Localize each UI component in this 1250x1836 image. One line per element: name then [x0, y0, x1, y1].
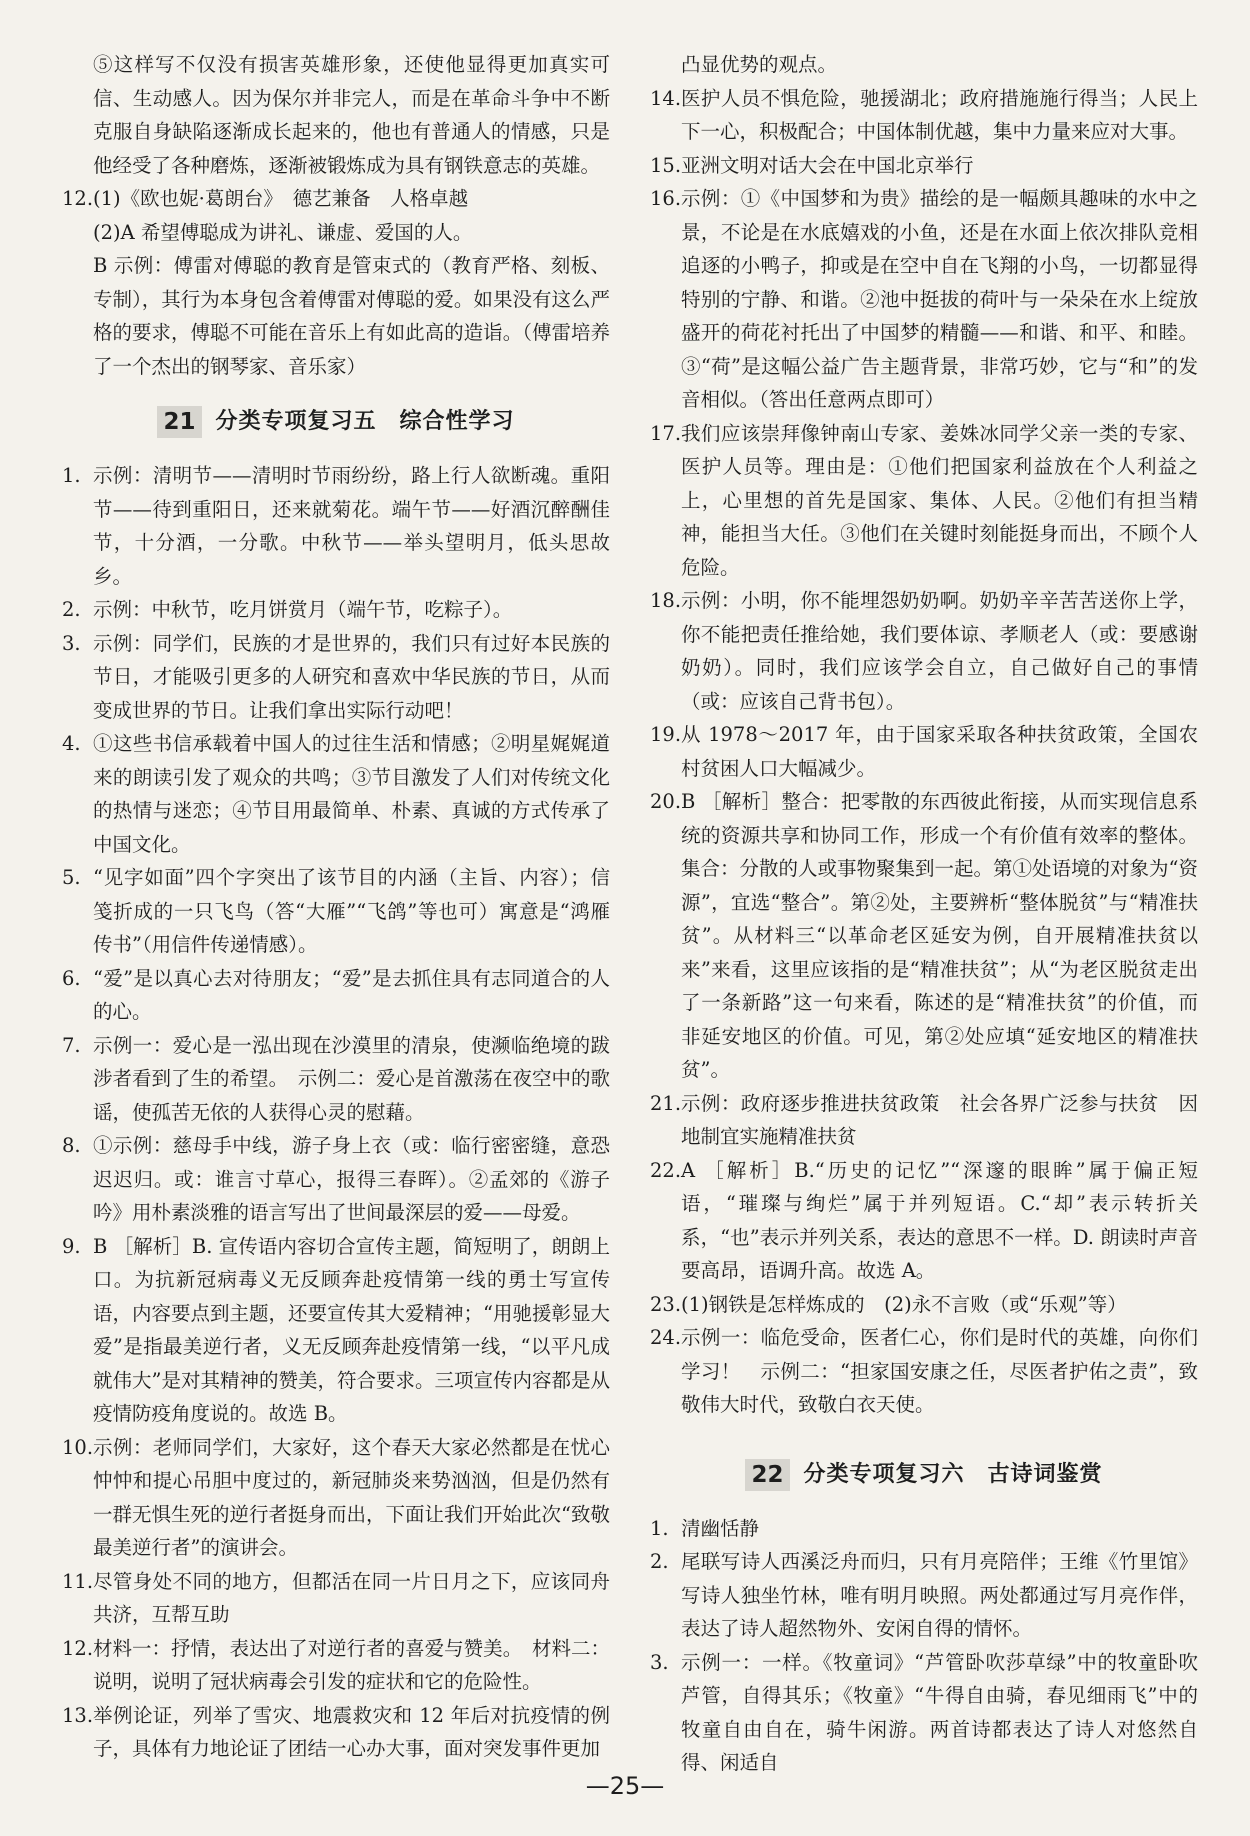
item-number: 15. [650, 153, 682, 177]
answer-text: 清幽恬静 [681, 1516, 760, 1540]
answer-text: 材料一：抒情，表达出了对逆行者的喜爱与赞美。 材料二：说明，说明了冠状病毒会引发的症状和它的危险性。 [93, 1636, 610, 1693]
answer-item [62, 1230, 610, 1431]
answer-item [62, 962, 610, 1029]
right-column [650, 48, 1198, 1780]
section21-items [62, 459, 610, 1766]
answer-text: B ［解析］B. 宣传语内容切合宣传主题，简短明了，朗朗上口。为抗新冠病毒义无反顾奔赴疫情第一线的勇士写宣传语，内容要点到主题，还要宣传其大爱精神；“用驰援彰显大爱”是指最美逆行者，义无反顾奔赴疫情第一线，“以平凡成就伟大”是对其精神的赞美，符合要求。三项宣传内容都是从疫情防疫角度说的。故选 B。 [93, 1234, 610, 1425]
answer-text: 示例：同学们，民族的才是世界的，我们只有过好本民族的节日，才能吸引更多的人研究和喜欢中华民族的节日，从而变成世界的节日。让我们拿出实际行动吧！ [93, 631, 610, 722]
item-number: 24. [650, 1326, 682, 1349]
item-number: 13. [62, 1703, 94, 1727]
answer-text: (1)《欧也妮·葛朗台》 德艺兼备 人格卓越 [93, 187, 469, 210]
answer-item [650, 82, 1198, 149]
section-number: 22 [745, 1459, 789, 1491]
section-number: 21 [157, 406, 201, 438]
item-number: 18. [650, 589, 682, 612]
answer-item [62, 1431, 610, 1565]
answer-item [650, 182, 1198, 417]
answer-text: 示例：小明，你不能埋怨奶奶啊。奶奶辛辛苦苦送你上学，你不能把责任推给她，我们要体谅、孝顺老人（或：要感谢奶奶）。同时，我们应该学会自立，自己做好自己的事情（或：应该自己背书包）。 [681, 589, 1198, 713]
answer-text: (2)A 希望傅聪成为讲礼、谦虚、爱国的人。 [93, 220, 473, 244]
answer-item [650, 149, 1198, 183]
item-number: 11. [62, 1569, 94, 1593]
answer-item [62, 459, 610, 593]
item-number: 9. [62, 1234, 81, 1258]
left-column [62, 48, 610, 1766]
answer-item [62, 1632, 610, 1699]
answer-item [650, 785, 1198, 1087]
item-number: 8. [62, 1134, 81, 1157]
answer-text: 尽管身处不同的地方，但都活在同一片日月之下，应该同舟共济，互帮互助 [93, 1569, 610, 1626]
right-items [650, 48, 1198, 1422]
answer-item [650, 1512, 1198, 1546]
item-number: 17. [650, 421, 682, 445]
item-number: 7. [62, 1033, 81, 1057]
answer-item [650, 1321, 1198, 1422]
answer-item [62, 727, 610, 861]
answer-item [62, 48, 610, 182]
item-number: 5. [62, 866, 81, 889]
answer-text: “见字如面”四个字突出了该节目的内涵（主旨、内容）；信笺折成的一只飞鸟（答“大雁”“飞鸽”等也可）寓意是“鸿雁传书”（用信件传递情感）。 [93, 866, 610, 956]
section-heading-22 [650, 1456, 1198, 1494]
answer-item [62, 1565, 610, 1632]
item-number: 10. [62, 1435, 94, 1459]
answer-text: A ［解析］B.“历史的记忆”“深邃的眼眸”属于偏正短语，“璀璨与绚烂”属于并列短语。C.“却”表示转折关系，“也”表示并列关系，表达的意思不一样。D. 朗读时声音要高昂，语调升高。故选 A。 [681, 1158, 1198, 1282]
item-number: 21. [650, 1091, 682, 1115]
answer-item [650, 417, 1198, 585]
answer-text: “爱”是以真心去对待朋友；“爱”是去抓住具有志同道合的人的心。 [93, 966, 610, 1023]
answer-text: 尾联写诗人西溪泛舟而归，只有月亮陪伴；王维《竹里馆》写诗人独坐竹林，唯有明月映照。两处都通过写月亮作伴，表达了诗人超然物外、安闲自得的情怀。 [681, 1550, 1198, 1640]
item-number: 1. [62, 464, 81, 487]
answer-item [62, 627, 610, 728]
answer-text: B ［解析］整合：把零散的东西彼此衔接，从而实现信息系统的资源共享和协同工作，形成一个有价值有效率的整体。集合：分散的人或事物聚集到一起。第①处语境的对象为“资源”，宜选“整合”。第②处，主要辨析“整体脱贫”与“精准扶贫”。从材料三“以革命老区延安为例，自开展精准扶贫以来”来看，这里应该指的是“精准扶贫”；从“为老区脱贫走出了一条新路”这一句来看，陈述的是“精准扶贫”的价值，而非延安地区的价值。可见，第②处应填“延安地区的精准扶贫”。 [681, 790, 1198, 1081]
answer-text: 示例一：临危受命，医者仁心，你们是时代的英雄，向你们学习！ 示例二：“担家国安康之任，尽医者护佑之责”，致敬伟大时代，致敬白衣天使。 [681, 1326, 1198, 1416]
section-title: 分类专项复习五 综合性学习 [215, 409, 515, 435]
answer-item [650, 1545, 1198, 1646]
answer-text: ①这些书信承载着中国人的过往生活和情感；②明星娓娓道来的朗读引发了观众的共鸣；③节目激发了人们对传统文化的热情与迷恋；④节目用最简单、朴素、真诚的方式传承了中国文化。 [93, 732, 610, 856]
answer-text: 示例：政府逐步推进扶贫政策 社会各界广泛参与扶贫 因地制宜实施精准扶贫 [681, 1091, 1198, 1148]
answer-text: 亚洲文明对话大会在中国北京举行 [681, 153, 974, 177]
answer-text: ①示例：慈母手中线，游子身上衣（或：临行密密缝，意恐迟迟归。或：谁言寸草心，报得三春晖）。②孟郊的《游子吟》用朴素淡雅的语言写出了世间最深层的爱——母爱。 [93, 1134, 610, 1224]
answer-item [62, 1029, 610, 1130]
item-number: 4. [62, 732, 81, 755]
answer-text: 凸显优势的观点。 [681, 53, 838, 76]
item-number: 6. [62, 966, 81, 990]
answer-item [62, 1699, 610, 1766]
item-number: 20. [650, 790, 682, 813]
item-number: 12. [62, 187, 94, 210]
answer-text: 医护人员不惧危险，驰援湖北；政府措施施行得当；人民上下一心，积极配合；中国体制优越，集中力量来应对大事。 [681, 86, 1198, 143]
item-number: 2. [650, 1550, 669, 1573]
section-heading-21 [62, 403, 610, 441]
item-number: 19. [650, 723, 682, 746]
answer-text: 从 1978～2017 年，由于国家采取各种扶贫政策，全国农村贫困人口大幅减少。 [681, 723, 1198, 780]
answer-item [650, 718, 1198, 785]
left-top-items [62, 48, 610, 383]
page-number: —25— [585, 1772, 665, 1800]
answer-item [650, 1646, 1198, 1780]
answer-item [62, 593, 610, 627]
answer-item [650, 1154, 1198, 1288]
answer-text: 示例：①《中国梦和为贵》描绘的是一幅颇具趣味的水中之景，不论是在水底嬉戏的小鱼，还是在水面上依次排队竞相追逐的小鸭子，抑或是在空中自在飞翔的小鸟，一切都显得特别的宁静、和谐。②池中挺拔的荷叶与一朵朵在水上绽放盛开的荷花衬托出了中国梦的精髓——和谐、和平、和睦。③“荷”是这幅公益广告主题背景，非常巧妙，它与“和”的发音相似。（答出任意两点即可） [681, 187, 1198, 411]
answer-text: 示例：中秋节，吃月饼赏月（端午节，吃粽子）。 [93, 598, 513, 621]
answer-text: ⑤这样写不仅没有损害英雄形象，还使他显得更加真实可信、生动感人。因为保尔并非完人，而是在革命斗争中不断克服自身缺陷逐渐成长起来的，他也有普通人的情感，只是他经受了各种磨炼，逐渐被锻炼成为具有钢铁意志的英雄。 [93, 53, 610, 177]
answer-item [62, 861, 610, 962]
answer-item [62, 1129, 610, 1230]
answer-text: (1)钢铁是怎样炼成的 (2)永不言败（或“乐观”等） [681, 1292, 1127, 1316]
item-number: 22. [650, 1158, 682, 1182]
answer-text: 示例：老师同学们，大家好，这个春天大家必然都是在忧心忡忡和提心吊胆中度过的，新冠肺炎来势汹汹，但是仍然有一群无惧生死的逆行者挺身而出，下面让我们开始此次“致敬最美逆行者”的演讲会。 [93, 1435, 610, 1559]
answer-text: 举例论证，列举了雪灾、地震救灾和 12 年后对抗疫情的例子，具体有力地论证了团结一心办大事，面对突发事件更加 [93, 1703, 610, 1760]
answer-item [650, 1288, 1198, 1322]
section-title: 分类专项复习六 古诗词鉴赏 [803, 1461, 1103, 1487]
answer-item [650, 584, 1198, 718]
answer-text: 我们应该崇拜像钟南山专家、姜姝冰同学父亲一类的专家、医护人员等。理由是：①他们把国家利益放在个人利益之上，心里想的首先是国家、集体、人民。②他们有担当精神，能担当大任。③他们在关键时刻能挺身而出，不顾个人危险。 [681, 421, 1198, 579]
item-number: 3. [650, 1650, 669, 1674]
answer-text: B 示例：傅雷对傅聪的教育是管束式的（教育严格、刻板、专制），其行为本身包含着傅雷对傅聪的爱。如果没有这么严格的要求，傅聪不可能在音乐上有如此高的造诣。（傅雷培养了一个杰出的钢琴家、音乐家） [93, 254, 610, 378]
section22-items [650, 1512, 1198, 1780]
item-number: 14. [650, 86, 682, 110]
answer-text: 示例一：一样。《牧童词》“芦管卧吹莎草绿”中的牧童卧吹芦管，自得其乐；《牧童》“牛得自由骑，春见细雨飞”中的牧童自由自在，骑牛闲游。两首诗都表达了诗人对悠然自得、闲适自 [681, 1650, 1198, 1774]
item-number: 2. [62, 598, 81, 621]
item-number: 3. [62, 631, 81, 655]
answer-text: 示例：清明节——清明时节雨纷纷，路上行人欲断魂。重阳节——待到重阳日，还来就菊花。端午节——好酒沉醉酬佳节，十分酒，一分歌。中秋节——举头望明月，低头思故乡。 [93, 464, 610, 588]
item-number: 12. [62, 1636, 94, 1660]
answer-item [650, 1087, 1198, 1154]
item-number: 1. [650, 1516, 669, 1540]
answer-text: 示例一：爱心是一泓出现在沙漠里的清泉，使濒临绝境的跋涉者看到了生的希望。 示例二：爱心是首激荡在夜空中的歌谣，使孤苦无依的人获得心灵的慰藉。 [93, 1033, 610, 1124]
item-number: 16. [650, 187, 682, 210]
answer-item [62, 182, 610, 216]
item-number: 23. [650, 1292, 682, 1316]
